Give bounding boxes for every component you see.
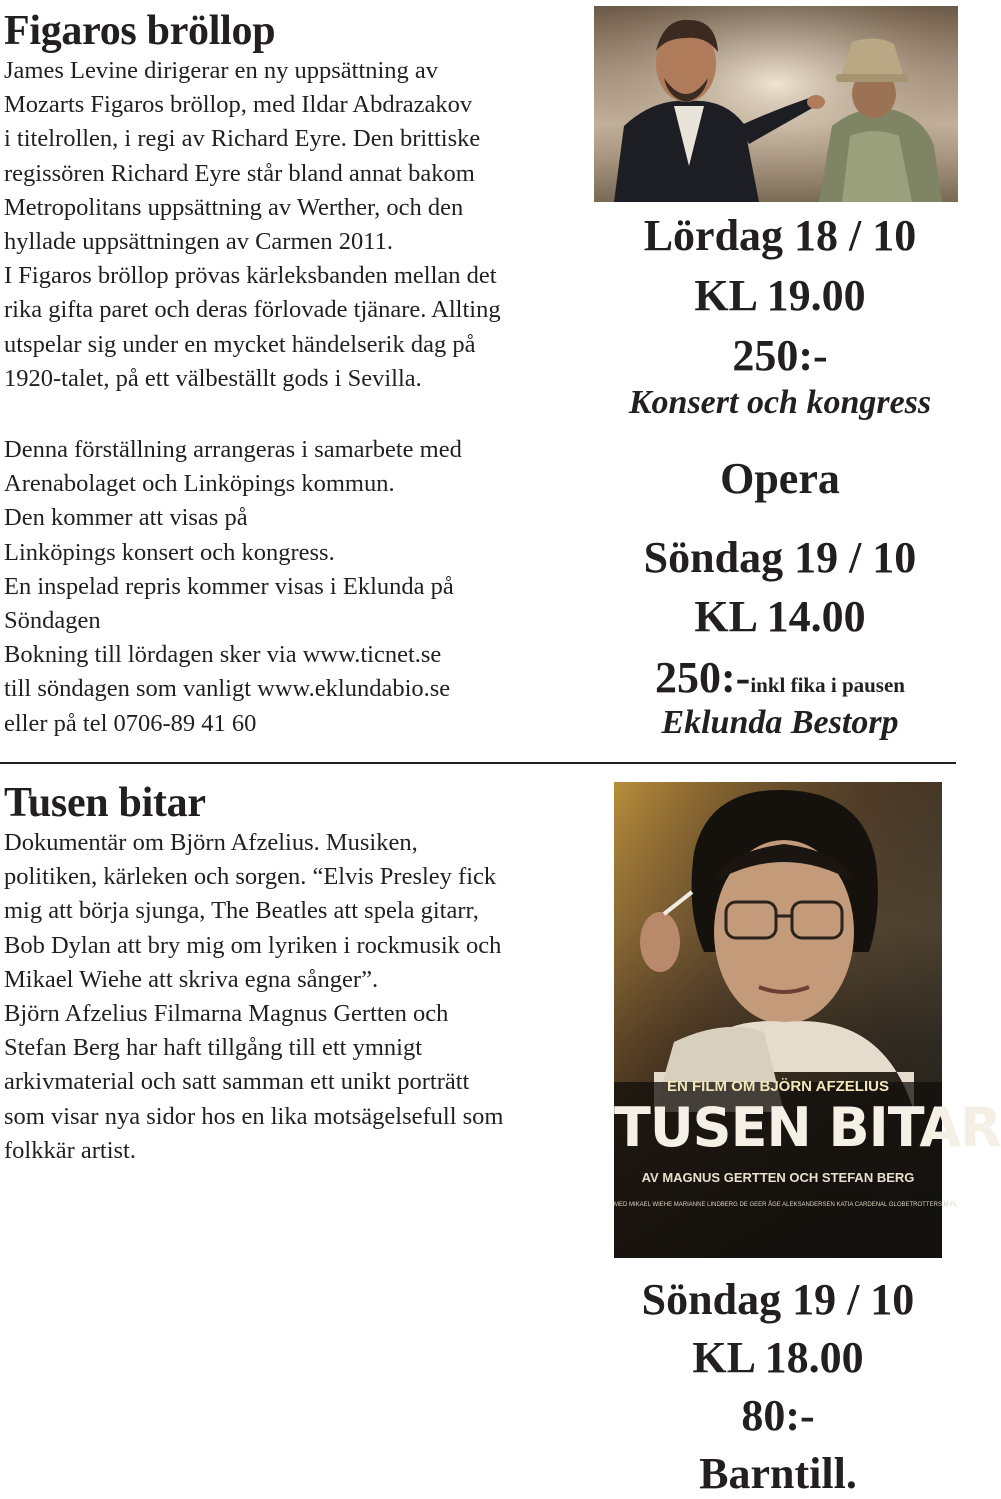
text-line: folkkär artist.	[4, 1136, 136, 1164]
text-line: i titelrollen, i regi av Richard Eyre. Den brittiske	[4, 125, 481, 153]
text-line: politiken, kärleken och sorgen. “Elvis Presley fick	[4, 863, 497, 891]
text-line: Stefan Berg har haft tillgång till ett ymnigt	[4, 1034, 423, 1062]
text-line: eller på tel 0706-89 41 60	[4, 709, 257, 737]
text-line: En inspelad repris kommer visas i Eklunda på	[4, 572, 454, 600]
show3-age-note: Barntill.	[699, 1449, 857, 1498]
text-line: Mikael Wiehe att skriva egna sånger”.	[4, 965, 379, 993]
text-line: Metropolitans uppsättning av Werther, och den	[4, 193, 464, 221]
film-poster	[614, 782, 1001, 1258]
text-line: 1920-talet, på ett välbeställt gods i Sevilla.	[4, 364, 422, 392]
text-line: arkivmaterial och satt samman ett unikt porträtt	[4, 1068, 470, 1096]
text-line: till söndagen som vanligt www.eklundabio.se	[4, 675, 451, 703]
category-label: Opera	[720, 454, 840, 503]
text-line: Bob Dylan att bry mig om lyriken i rockmusik och	[4, 931, 502, 959]
show2-date: Söndag 19 / 10	[643, 533, 917, 582]
show1-price: 250:-	[732, 331, 828, 380]
tusen-heading: Tusen bitar	[4, 780, 206, 826]
tusen-description	[4, 826, 503, 1168]
show2-price-row	[600, 652, 960, 703]
text-line: Björn Afzelius Filmarna Magnus Gertten och	[4, 1000, 449, 1028]
figaro-booking-info	[4, 433, 462, 741]
text-line: Linköpings konsert och kongress.	[4, 538, 335, 566]
text-line: James Levine dirigerar en ny uppsättning av	[4, 57, 439, 84]
poster-portrait	[614, 782, 1001, 1258]
show1-time: KL 19.00	[694, 271, 866, 320]
show3-price: 80:-	[741, 1391, 815, 1440]
show1-venue: Konsert och kongress	[628, 384, 932, 421]
text-line: Arenabolaget och Linköpings kommun.	[4, 470, 395, 498]
show2-price-note: inkl fika i pausen	[750, 673, 905, 697]
text-line: utspelar sig under en mycket händelserik dag på	[4, 330, 476, 358]
text-line: Bokning till lördagen sker via www.ticnet.se	[4, 641, 442, 669]
text-line: som visar nya sidor hos en lika motsägelsefull som	[4, 1102, 504, 1130]
text-line: Söndagen	[4, 607, 101, 635]
poster-tagline: EN FILM OM BJÖRN AFZELIUS	[667, 1078, 889, 1095]
show3-time: KL 18.00	[692, 1333, 864, 1382]
text-line: hyllade uppsättningen av Carmen 2011.	[4, 228, 393, 256]
section-divider	[0, 762, 956, 764]
show3-date: Söndag 19 / 10	[641, 1275, 915, 1324]
text-line: Den kommer att visas på	[4, 504, 248, 532]
figaro-heading: Figaros bröllop	[4, 8, 276, 54]
figaro-description	[4, 54, 501, 396]
text-line: Denna förställning arrangeras i samarbete med	[4, 436, 462, 463]
text-line: Mozarts Figaros bröllop, med Ildar Abdrazakov	[4, 91, 473, 119]
show2-price: 250:-	[655, 653, 751, 702]
opera-photo	[594, 6, 958, 202]
poster-byline: AV MAGNUS GERTTEN OCH STEFAN BERG	[641, 1170, 915, 1185]
show2-time: KL 14.00	[694, 592, 866, 641]
text-line: I Figaros bröllop prövas kärleksbanden mellan det	[4, 262, 497, 290]
show2-venue: Eklunda Bestorp	[661, 704, 899, 741]
text-line: Dokumentär om Björn Afzelius. Musiken,	[4, 829, 418, 856]
show1-date: Lördag 18 / 10	[643, 211, 917, 260]
opera-photo-illustration	[594, 6, 958, 202]
poster-cast: MED MIKAEL WIEHE MARIANNE LINDBERG DE GEER ÅGE ALEKSANDERSEN KATIA CARDENAL GLOBETROTTERS M FL	[614, 1202, 958, 1208]
text-line: mig att börja sjunga, The Beatles att spela gitarr,	[4, 897, 479, 925]
text-line: regissören Richard Eyre står bland annat bakom	[4, 159, 475, 187]
text-line: rika gifta paret och deras förlovade tjänare. Allting	[4, 296, 501, 324]
poster-title: TUSEN BITAR	[614, 1096, 1001, 1159]
